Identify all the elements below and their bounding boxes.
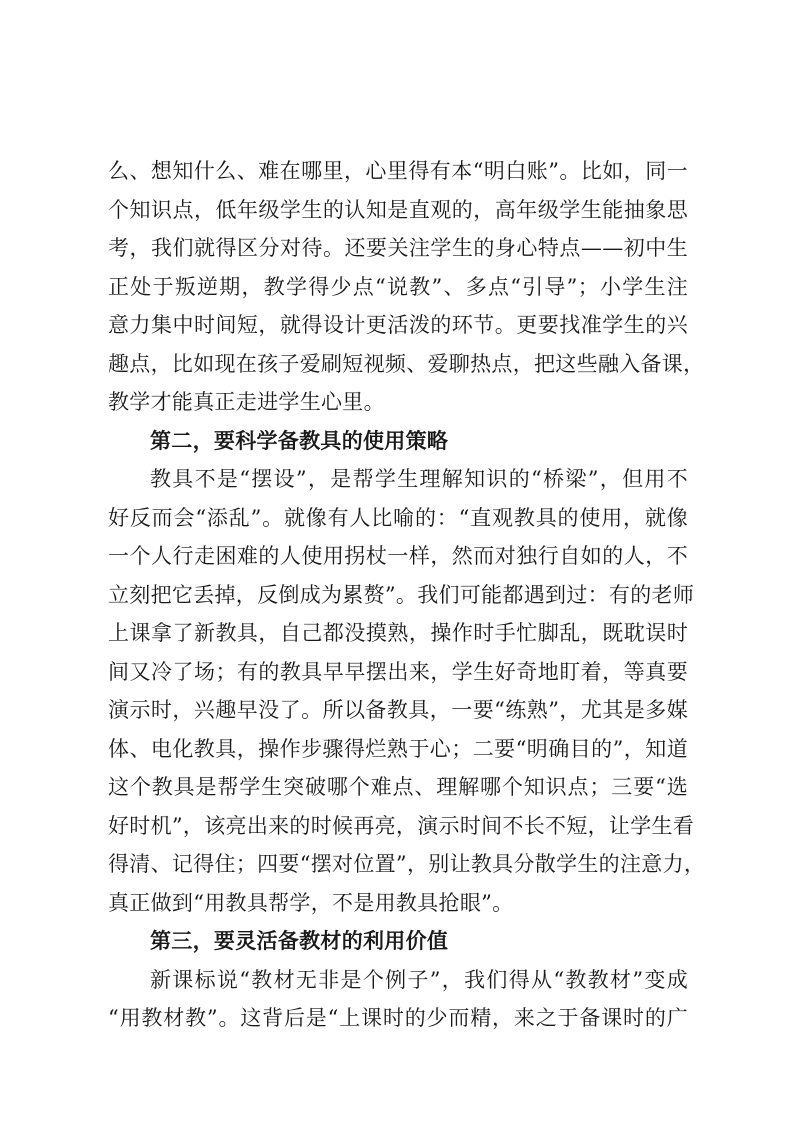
paragraph-line: 么、想知什么、难在哪里，心里得有本“明白账”。比如，同一 bbox=[108, 159, 688, 183]
paragraph-line: 体、电化教具，操作步骤得烂熟于心；二要“明确目的”，知道 bbox=[108, 736, 688, 761]
paragraph-line: 意力集中时间短，就得设计更活泼的环节。更要找准学生的兴 bbox=[108, 313, 688, 337]
section-heading-2: 第二，要科学备教具的使用策略 bbox=[150, 427, 449, 453]
paragraph-line: 真正做到“用教具帮学，不是用教具抢眼”。 bbox=[108, 890, 514, 915]
paragraph-line: 演示时，兴趣早没了。所以备教具，一要“练熟”，尤其是多媒 bbox=[108, 698, 688, 722]
paragraph-line: 正处于叛逆期，教学得少点“说教”、多点“引导”；小学生注 bbox=[108, 274, 688, 299]
paragraph-line: 好反而会“添乱”。就像有人比喻的：“直观教具的使用，就像 bbox=[108, 505, 688, 530]
paragraph-line: 一个人行走困难的人使用拐杖一样，然而对独行自如的人，不 bbox=[108, 544, 688, 568]
paragraph-line: 间又冷了场；有的教具早早摆出来，学生好奇地盯着，等真要 bbox=[108, 659, 688, 684]
paragraph-line: 上课拿了新教具，自己都没摸熟，操作时手忙脚乱，既耽误时 bbox=[108, 621, 688, 645]
paragraph-line: “用教材教”。这背后是“上课时的少而精，来之于备课时的广 bbox=[108, 1006, 688, 1030]
paragraph-line: 教具不是“摆设”，是帮学生理解知识的“桥梁”，但用不 bbox=[150, 467, 688, 491]
section-heading-3: 第三，要灵活备教材的利用价值 bbox=[150, 928, 449, 953]
paragraph-line: 个知识点，低年级学生的认知是直观的，高年级学生能抽象思 bbox=[108, 197, 688, 222]
paragraph-line: 好时机”，该亮出来的时候再亮，演示时间不长不短，让学生看 bbox=[108, 813, 695, 838]
paragraph-line: 立刻把它丢掉，反倒成为累赘”。我们可能都遇到过：有的老师 bbox=[108, 582, 695, 607]
document-body bbox=[108, 152, 706, 1038]
paragraph-line: 教学才能真正走进学生心里。 bbox=[108, 390, 385, 414]
paragraph-line: 这个教具是帮学生突破哪个难点、理解哪个知识点；三要“选 bbox=[108, 775, 688, 799]
paragraph-line: 新课标说“教材无非是个例子”，我们得从“教教材”变成 bbox=[150, 967, 688, 992]
paragraph-line: 得清、记得住；四要“摆对位置”，别让教具分散学生的注意力， bbox=[108, 852, 706, 876]
paragraph-line: 考，我们就得区分对待。还要关注学生的身心特点——初中生 bbox=[108, 236, 688, 260]
paragraph-line: 趣点，比如现在孩子爱刷短视频、爱聊热点，把这些融入备课， bbox=[108, 351, 705, 376]
